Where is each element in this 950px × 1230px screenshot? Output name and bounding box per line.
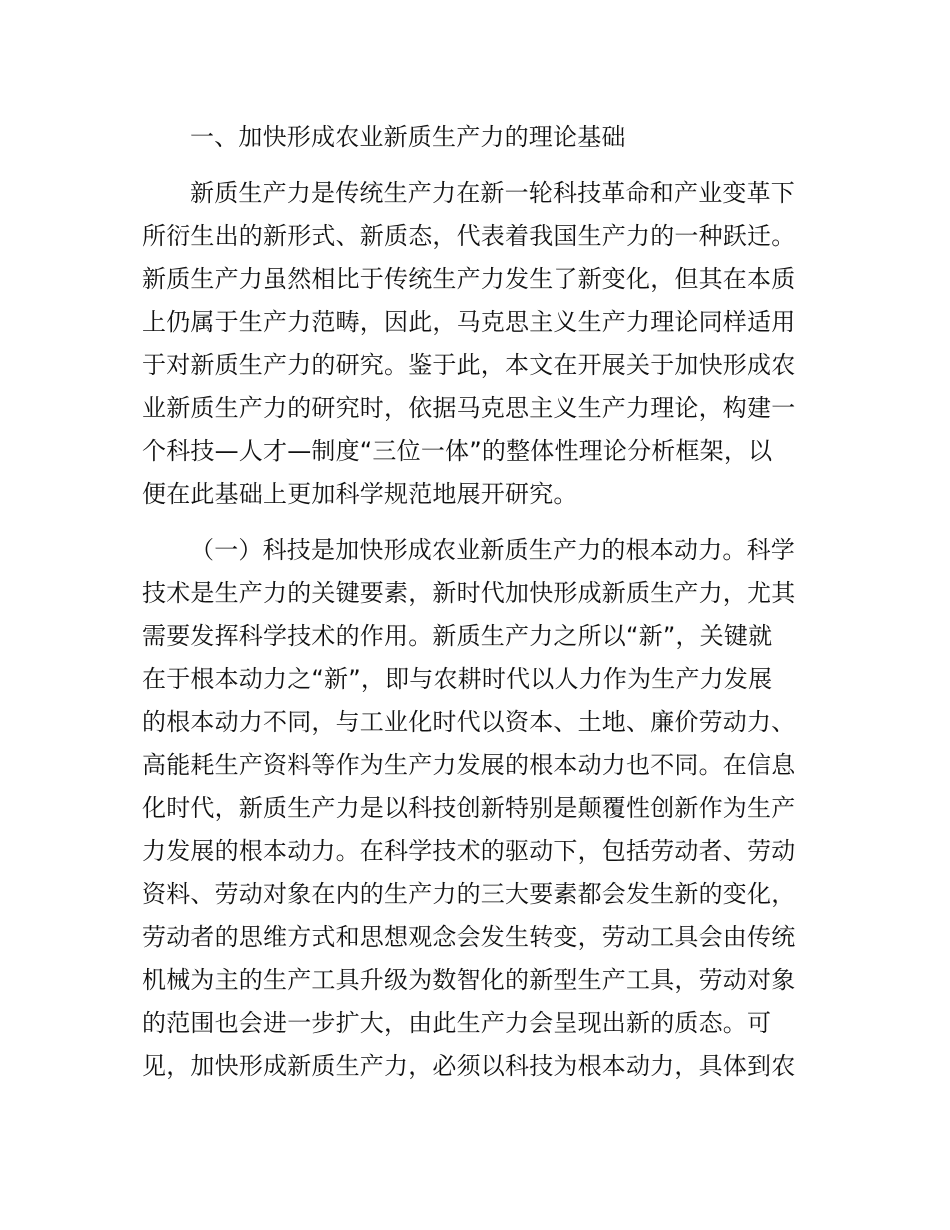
paragraph-line: 见，加快形成新质生产力，必须以科技为根本动力，具体到农 <box>142 1052 796 1080</box>
paragraph-line: 上仍属于生产力范畴，因此，马克思主义生产力理论同样适用 <box>142 308 796 336</box>
paragraph-line: 新质生产力虽然相比于传统生产力发生了新变化，但其在本质 <box>142 265 796 293</box>
paragraph-line: （一）科技是加快形成农业新质生产力的根本动力。科学 <box>190 536 795 564</box>
paragraph-line: 于对新质生产力的研究。鉴于此，本文在开展关于加快形成农 <box>142 351 796 379</box>
paragraph-line: 机械为主的生产工具升级为数智化的新型生产工具，劳动对象 <box>142 966 796 994</box>
section-heading: 一、加快形成农业新质生产力的理论基础 <box>190 123 626 151</box>
paragraph-line: 个科技—人才—制度“三位一体”的整体性理论分析框架，以 <box>142 437 773 465</box>
paragraph-line: 技术是生产力的关键要素，新时代加快形成新质生产力，尤其 <box>142 579 796 607</box>
paragraph-line: 业新质生产力的研究时，依据马克思主义生产力理论，构建一 <box>142 394 796 422</box>
paragraph-line: 新质生产力是传统生产力在新一轮科技革命和产业变革下 <box>190 179 795 207</box>
paragraph-line: 劳动者的思维方式和思想观念会发生转变，劳动工具会由传统 <box>142 923 796 951</box>
paragraph-line: 力发展的根本动力。在科学技术的驱动下，包括劳动者、劳动 <box>142 837 796 865</box>
paragraph-line: 高能耗生产资料等作为生产力发展的根本动力也不同。在信息 <box>142 751 796 779</box>
paragraph-line: 的范围也会进一步扩大，由此生产力会呈现出新的质态。可 <box>142 1009 772 1037</box>
paragraph-line: 资料、劳动对象在内的生产力的三大要素都会发生新的变化， <box>142 880 796 908</box>
paragraph-line: 化时代，新质生产力是以科技创新特别是颠覆性创新作为生产 <box>142 794 796 822</box>
paragraph-line: 需要发挥科学技术的作用。新质生产力之所以“新”，关键就 <box>142 622 773 650</box>
paragraph-line: 所衍生出的新形式、新质态，代表着我国生产力的一种跃迁。 <box>142 222 796 250</box>
paragraph-line: 在于根本动力之“新”，即与农耕时代以人力作为生产力发展 <box>142 665 773 693</box>
paragraph-line: 便在此基础上更加科学规范地展开研究。 <box>142 480 578 508</box>
paragraph-line: 的根本动力不同，与工业化时代以资本、土地、廉价劳动力、 <box>142 708 796 736</box>
